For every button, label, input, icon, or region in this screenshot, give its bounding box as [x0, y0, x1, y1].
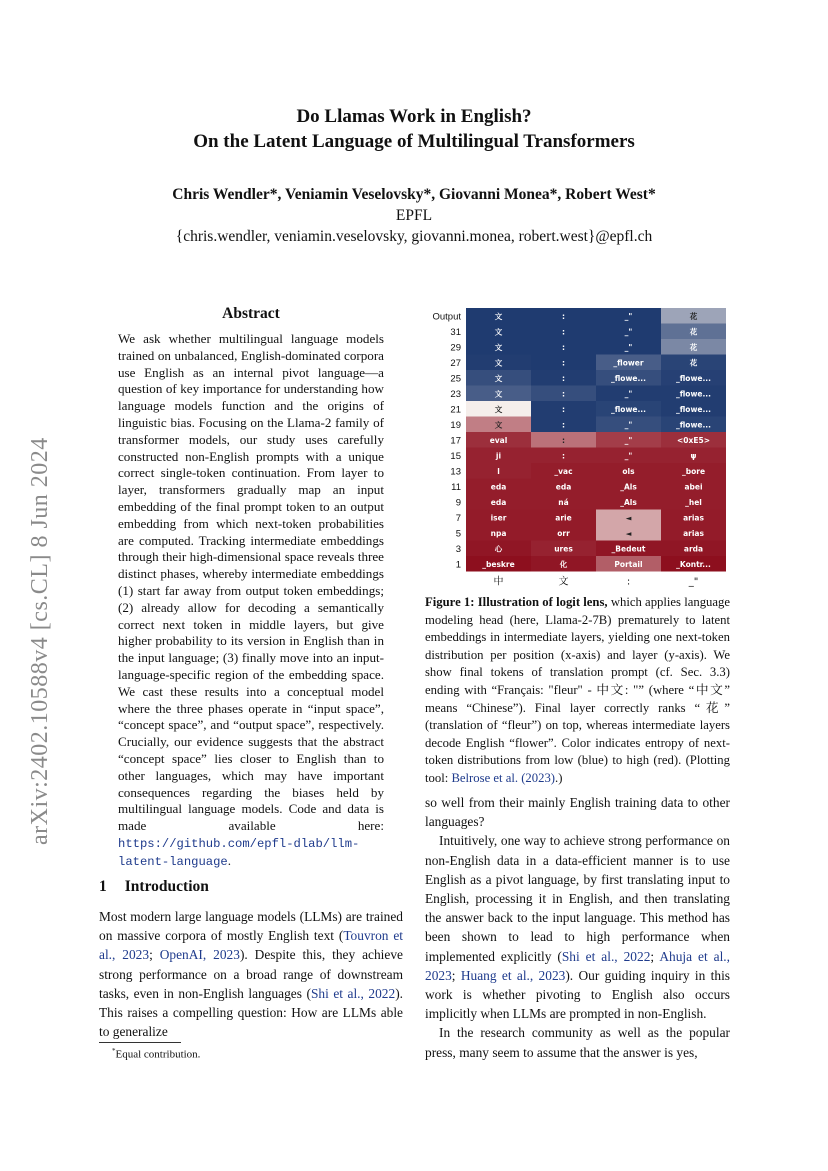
cell-token-label: orr	[557, 528, 570, 538]
cell-token-label: arias	[683, 528, 704, 538]
title-line-1: Do Llamas Work in English?	[296, 106, 532, 127]
cell-token-label: _flowe...	[675, 389, 712, 399]
x-tick-label: :	[626, 576, 631, 588]
citation-shi-2[interactable]: Shi et al., 2022	[561, 948, 651, 964]
cell-token-label: :	[562, 389, 565, 399]
section-title: Introduction	[124, 878, 209, 895]
footnote-rule	[99, 1042, 181, 1043]
cell-token-label: 文	[494, 404, 503, 414]
cell-token-label: 文	[494, 420, 503, 430]
cell-token-label: :	[562, 373, 565, 383]
cell-token-label: _bore	[681, 466, 706, 476]
y-tick-label: 3	[455, 543, 461, 555]
y-tick-label: 17	[450, 435, 461, 447]
section-number: 1	[99, 878, 107, 895]
cell-token-label: eda	[490, 482, 507, 492]
cell-token-label: _Bedeut	[611, 544, 646, 554]
cell-token-label: <0xE5>	[677, 435, 710, 445]
caption-label: Figure 1:	[425, 595, 475, 609]
cell-token-label: _Als	[620, 482, 637, 492]
right-paragraph-2: Intuitively, one way to achieve strong performance on non-English data in a data-efficient manner is to use English as a pivot language, by first translating input to English, processing it in English, and then translating the answer back to the input language. This method has been shown to lead to high performance when implemented explicitly (Shi et al., 2022; Ahuja et al., 2023; Huang et al., 2023). Our guiding inquiry in this work is whether pivoting to English also occurs implicitly when LLMs are prompted in non-English.	[425, 833, 730, 1022]
cell-token-label: _flowe...	[675, 404, 712, 414]
cell-token-label: eda	[555, 482, 572, 492]
y-tick-label: 7	[455, 512, 461, 524]
cell-token-label: ols	[622, 466, 635, 476]
cell-token-label: 心	[494, 544, 503, 554]
cell-token-label: _hel	[685, 497, 702, 507]
cell-token-label: ures	[554, 544, 573, 554]
y-tick-label: Output	[432, 311, 461, 323]
y-tick-label: 27	[450, 357, 461, 369]
cell-token-label: eval	[489, 435, 508, 445]
cell-token-label: _"	[624, 451, 633, 461]
right-paragraph-3: In the research community as well as the popular press, many seem to assume that the answer is yes,	[425, 1025, 730, 1060]
cell-token-label: _Als	[620, 497, 637, 507]
cell-token-label: :	[562, 404, 565, 414]
cell-token-label: 文	[494, 373, 503, 383]
cell-token-label: _"	[624, 420, 633, 430]
right-text-b: ). Our guiding inquiry in this work is whether pivoting to English also occurs implicitly when LLMs are prompted in non-English.	[425, 967, 730, 1022]
cell-token-label: arie	[555, 513, 572, 523]
author-emails: {chris.wendler, veniamin.veselovsky, giovanni.monea, robert.west}@epfl.ch	[175, 228, 653, 245]
caption-text: which applies language modeling head (here, Llama-2-7B) prematurely to latent embeddings in intermediate layers, yielding one next-token distribution per position (x-axis) and layer (y-axis). We show final tokens of translation prompt (cf. Sec. 3.3) ending with “Français: "fleur" - 中文: "” (where “中文” means “Chinese”). Final layer correctly ranks “花” (translation of “fleur”) on top, whereas intermediate layers decode English “flower”. Color indicates entropy of next-token distributions from low (blue) to high (red). (Plotting tool:	[425, 595, 731, 785]
cell-token-label: :	[562, 342, 565, 352]
cell-token-label: _vac	[554, 466, 573, 476]
title-line-2: On the Latent Language of Multilingual Transformers	[193, 131, 635, 152]
citation-shi[interactable]: Shi et al., 2022	[310, 985, 396, 1001]
intro-text-c: ). This raises a compelling question: How are LLMs able to generalize	[99, 985, 403, 1040]
right-paragraph-1: so well from their mainly English training data to other languages?	[425, 795, 730, 830]
footnote: *Equal contribution.	[112, 1047, 201, 1061]
code-link[interactable]: https://github.com/epfl-dlab/llm-latent-language	[118, 836, 360, 869]
cell-token-label: ná	[558, 497, 569, 507]
cell-token-label: _"	[624, 342, 633, 352]
cell-token-label: ji	[495, 451, 502, 461]
paper-title	[0, 104, 828, 154]
y-tick-label: 19	[450, 419, 461, 431]
cell-token-label: _flowe...	[675, 420, 712, 430]
cell-token-label: _"	[624, 389, 633, 399]
abstract-body: We ask whether multilingual language models trained on unbalanced, English-dominated corpora use English as an internal pivot language—a question of key importance for understanding how language models function and the origins of linguistic bias. Focusing on the Llama-2 family of transformer models, our study uses carefully constructed non-English prompts with a unique correct single-token continuation. From layer to layer, transformers gradually map an input embedding of the final prompt token to an output embedding from which next-token probabilities are computed. Tracking intermediate embeddings through their high-dimensional space reveals three distinct phases, whereby intermediate embeddings (1) start far away from output token embeddings; (2) already allow for decoding a semantically correct next token in middle layers, but give higher probability to its version in English than in the input language; (3) finally move into an input-language-specific region of the embedding space. We cast these results into a conceptual model where the three phases operate in “input space”, “concept space”, and “output space”, respectively. Crucially, our evidence suggests that the abstract “concept space” lies closer to English than to other languages, which may have important consequences regarding the biases held by multilingual language models. Code and data is made available here: https://github.com/epfl-dlab/llm-latent-language.	[118, 331, 384, 869]
abstract-heading: Abstract	[222, 305, 280, 322]
cell-token-label: abei	[684, 482, 703, 492]
y-tick-label: 25	[450, 373, 461, 385]
cell-token-label: :	[562, 435, 565, 445]
cell-token-label: l	[497, 466, 500, 476]
y-tick-label: 23	[450, 388, 461, 400]
cell-token-label: 花	[689, 358, 698, 368]
right-text-a: Intuitively, one way to achieve strong performance on non-English data in a data-efficient manner is to use English as a pivot language, by first translating input to English, processing it in English, and then translating the answer back to the input language. This method has been shown to lead to high performance when implemented explicitly (	[425, 833, 730, 964]
right-column-text	[425, 793, 730, 1062]
affiliation: EPFL	[395, 207, 433, 224]
cell-token-label: ◄	[625, 513, 632, 523]
y-tick-label: 13	[450, 466, 461, 478]
cell-token-label: 文	[494, 311, 503, 321]
cell-token-label: 文	[494, 358, 503, 368]
cell-token-label: _"	[624, 435, 633, 445]
cell-token-label: _flowe...	[610, 373, 647, 383]
x-tick-label: 中	[493, 576, 504, 588]
cell-token-label: Portail	[614, 559, 643, 569]
x-tick-label: 文	[558, 576, 569, 588]
citation-belrose[interactable]: Belrose et al. (2023)	[451, 770, 556, 785]
cell-token-label: ψ	[690, 451, 697, 461]
intro-paragraph: Most modern large language models (LLMs) are trained on massive corpora of mostly English text (Touvron et al., 2023; OpenAI, 2023). Despite this, they achieve strong performance on a broad range of downstream tasks, even in non-English languages (Shi et al., 2022). This raises a compelling question: How are LLMs able to generalize	[99, 909, 403, 1040]
cell-token-label: ◄	[625, 528, 632, 538]
cell-token-label: _Kontr...	[676, 559, 711, 569]
cell-token-label: arias	[683, 513, 704, 523]
logit-lens-heatmap	[420, 304, 732, 590]
y-tick-label: 5	[455, 528, 461, 540]
cell-token-label: 文	[494, 389, 503, 399]
cell-token-label: eda	[490, 497, 507, 507]
footnote-text: Equal contribution.	[115, 1048, 201, 1061]
intro-text-b: ). Despite this, they achieve strong performance on a broad range of downstream tasks, even in non-English languages (	[99, 947, 403, 1001]
cell-token-label: _flower	[613, 358, 644, 368]
y-tick-label: 21	[450, 404, 461, 416]
cell-token-label: :	[562, 420, 565, 430]
citation-touvron[interactable]: Touvron et al., 2023	[99, 928, 403, 963]
y-tick-label: 11	[451, 481, 461, 493]
cell-token-label: _flowe...	[610, 404, 647, 414]
cell-token-label: _"	[624, 327, 633, 337]
cell-token-label: _"	[624, 311, 633, 321]
y-tick-label: 15	[450, 450, 461, 462]
cell-token-label: iser	[490, 513, 507, 523]
caption-bold: Illustration of logit lens,	[477, 595, 608, 609]
cell-token-label: 花	[689, 327, 698, 337]
cell-token-label: :	[562, 358, 565, 368]
cell-token-label: :	[562, 327, 565, 337]
cell-token-label: :	[562, 451, 565, 461]
cell-token-label: _flowe...	[675, 373, 712, 383]
cell-token-label: 文	[494, 342, 503, 352]
cell-token-label: :	[562, 311, 565, 321]
y-tick-label: 31	[450, 326, 461, 338]
citation-huang[interactable]: Huang et al., 2023	[460, 967, 566, 983]
citation-openai[interactable]: OpenAI, 2023	[159, 947, 240, 963]
figure-caption: Figure 1: Illustration of logit lens, which applies language modeling head (here, Llama-2-7B) prematurely to latent embeddings in intermediate layers, yielding one next-token distribution per position (x-axis) and layer (y-axis). We show final tokens of translation prompt (cf. Sec. 3.3) ending with “Français: "fleur" - 中文: "” (where “中文” means “Chinese”). Final layer correctly ranks “花” (translation of “fleur”) on top, whereas intermediate layers decode English “flower”. Color indicates entropy of next-token distributions from low (blue) to high (red). (Plotting tool: Belrose et al. (2023).)	[425, 595, 731, 785]
intro-text-a: Most modern large language models (LLMs) are trained on massive corpora of mostly English text (	[99, 909, 403, 944]
cell-token-label: 花	[689, 311, 698, 321]
cell-token-label: 化	[559, 559, 568, 569]
arxiv-watermark: arXiv:2402.10588v4 [cs.CL] 8 Jun 2024	[27, 437, 53, 845]
author-block	[0, 184, 828, 247]
author-names: Chris Wendler*, Veniamin Veselovsky*, Giovanni Monea*, Robert West*	[172, 186, 656, 203]
y-tick-label: 1	[455, 559, 461, 571]
cell-token-label: npa	[490, 528, 507, 538]
y-tick-label: 9	[455, 497, 461, 509]
y-tick-label: 29	[450, 342, 461, 354]
cell-token-label: _beskre	[482, 559, 515, 569]
cell-token-label: 花	[689, 342, 698, 352]
cell-token-label: 文	[494, 327, 503, 337]
x-tick-label: _"	[688, 576, 699, 588]
citation-ahuja[interactable]: Ahuja et al., 2023	[425, 948, 730, 983]
section-heading	[99, 878, 209, 896]
abstract-text: We ask whether multilingual language models trained on unbalanced, English-dominated corpora use English as an internal pivot language—a question of key importance for understanding how language models function and the origins of linguistic bias. Focusing on the Llama-2 family of transformer models, our study uses carefully constructed non-English prompts with a unique correct single-token continuation. From layer to layer, transformers gradually map an input embedding of the final prompt token to an output embedding from which next-token probabilities are computed. Tracking intermediate embeddings through their high-dimensional space reveals three distinct phases, whereby intermediate embeddings (1) start far away from output token embeddings; (2) already allow for decoding a semantically correct next token in middle layers, but give higher probability to its version in English than in the input language; (3) finally move into an input-language-specific region of the embedding space. We cast these results into a conceptual model where the three phases operate in “input space”, “concept space”, and “output space”, respectively. Crucially, our evidence suggests that the abstract “concept space” lies closer to English than to other languages, which may have important consequences regarding the biases held by multilingual language models. Code and data is made available here:	[118, 331, 384, 834]
cell-token-label: arda	[683, 544, 704, 554]
